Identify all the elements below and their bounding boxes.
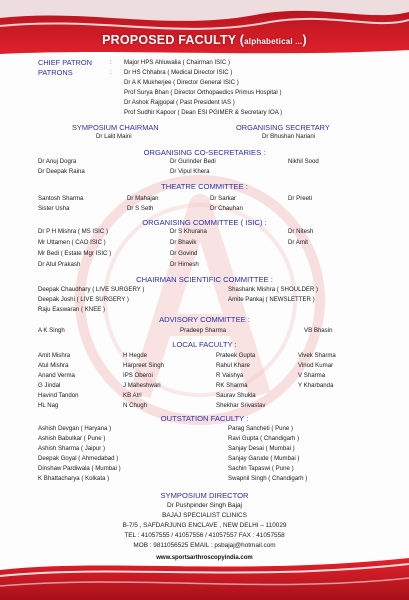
outstation-faculty-name: Sachin Tapaswi ( Pune )	[228, 465, 294, 472]
outstation-faculty-name: Ravi Gupta ( Chandigarh )	[228, 435, 300, 442]
organising-secretary-name: Dr Bhushan Nariani	[262, 133, 316, 140]
co-secretary-name: Dr Vipul Khera	[170, 168, 210, 175]
scientific-member-name: Amite Pankaj ( NEWSLETTER )	[228, 296, 315, 303]
local-faculty-name: Prateek Gupta	[216, 352, 256, 359]
theatre-member-name: Dr Chauhan	[210, 205, 243, 212]
co-secretary-name: Dr Gurinder Bedi	[170, 158, 216, 165]
co-secretary-name: Dr Anuj Dogra	[38, 158, 77, 165]
chief-patron-colon: :	[110, 59, 112, 66]
advisory-member-name: A K Singh	[38, 327, 65, 334]
page-title: PROPOSED FACULTY (alphabetical ...)	[102, 33, 307, 47]
local-faculty-name: V Sharma	[298, 372, 326, 379]
theatre-member-name: Dr S Seth	[127, 205, 154, 212]
local-faculty-name: IPS Oberoi	[123, 372, 153, 379]
co-secretary-name: Nikhil Sood	[288, 158, 319, 165]
local-faculty-name: RK Sharma	[216, 382, 248, 389]
outstation-faculty-name: Sanjay Desai ( Mumbai )	[228, 445, 295, 452]
theatre-member-name: Dr Preeti	[288, 195, 313, 202]
advisory-member-name: VB Bhasin	[304, 327, 333, 334]
scientific-member-name: Raju Easwaran ( KNEE )	[38, 306, 106, 313]
organising-committee-heading: ORGANISING COMMITTEE ( ISIC) :	[142, 218, 267, 227]
local-faculty-name: G Jindal	[38, 382, 61, 389]
organising-member-name: Dr P H Mishra ( MS ISIC )	[38, 228, 108, 235]
scientific-member-name: Deepak Joshi ( LIVE SURGERY )	[38, 296, 129, 303]
organising-member-name: Mr Bedi ( Estate Mgr ISIC )	[38, 250, 112, 257]
local-faculty-name: Shekhar Srivastav	[216, 402, 266, 409]
footer-band	[0, 550, 409, 600]
clinic-mobile-email: MOB : 9811056525 EMAIL : psbajaj@hotmail.com	[133, 542, 276, 549]
header-band	[0, 0, 409, 58]
scientific-committee-heading: CHAIRMAN SCIENTIFIC COMMITTEE :	[136, 275, 273, 284]
co-secretary-name: Dr Deepak Raina	[38, 168, 85, 175]
outstation-faculty-name: Parag Sancheti ( Pune )	[228, 425, 294, 432]
clinic-address: B-7/5 , SAFDARJUNG ENCLAVE , NEW DELHI – 110029	[122, 522, 287, 529]
outstation-faculty-name: Ashish Babulkar ( Pune )	[38, 435, 106, 442]
theatre-member-name: Dr Mahajan	[127, 195, 159, 202]
organising-member-name: Dr Himesh	[170, 261, 199, 268]
theatre-committee-heading: THEATRE COMMITTEE :	[161, 182, 248, 191]
patron-name: Dr Ashok Rajgopal ( Past President IAS )	[124, 99, 235, 106]
organising-member-name: Dr Amit	[288, 239, 308, 246]
outstation-faculty-name: Ashish Devgan ( Haryana )	[38, 425, 112, 432]
symposium-chairman-heading: SYMPOSIUM CHAIRMAN	[72, 123, 159, 132]
organising-member-name: Dr Atul Prakash	[38, 261, 81, 268]
organising-member-name: Dr Nitesh	[288, 228, 314, 235]
theatre-member-name: Sister Usha	[38, 205, 70, 212]
outstation-faculty-name: Ashish Sharma ( Jaipur )	[38, 445, 106, 452]
local-faculty-name: Y Kharbanda	[298, 382, 334, 389]
local-faculty-name: KB Atri	[123, 392, 142, 399]
symposium-chairman-name: Dr Lalit Maini	[96, 133, 132, 140]
local-faculty-name: R Vaishya	[216, 372, 244, 379]
patrons-label: PATRONS	[38, 68, 73, 77]
patron-name: Dr A K Mukherjee ( Director General ISIC )	[124, 79, 239, 86]
local-faculty-name: Havind Tandon	[38, 392, 79, 399]
local-faculty-name: Saurav Shukla	[216, 392, 256, 399]
outstation-faculty-name: Deepak Goyal ( Ahmedabad )	[38, 455, 119, 462]
patron-name: Prof Sudhir Kapoor ( Dean ESI PGIMER & Secretary IOA )	[124, 109, 283, 116]
patrons-colon: :	[110, 69, 112, 76]
scientific-member-name: Deepak Chaudhary ( LIVE SURGERY )	[38, 286, 145, 293]
local-faculty-name: Vivek Sharma	[298, 352, 336, 359]
local-faculty-name: Harpreet Singh	[123, 362, 164, 369]
local-faculty-name: Anand Verma	[38, 372, 75, 379]
co-secretaries-heading: ORGANISING CO-SECRETARIES :	[143, 148, 266, 157]
organising-member-name: Dr Bhavik	[170, 239, 197, 246]
local-faculty-name: Rahul Khare	[216, 362, 250, 369]
organising-member-name: Dr Govind	[170, 250, 198, 257]
clinic-phone: TEL : 41057555 / 41057556 / 41057557 FAX : 41057558	[124, 532, 285, 539]
local-faculty-name: Atul Mishra	[38, 362, 69, 369]
outstation-faculty-heading: OUTSTATION FACULTY :	[160, 414, 249, 423]
local-faculty-name: HL Nag	[38, 402, 59, 409]
outstation-faculty-name: Dinshaw Pardiwala ( Mumbai )	[38, 465, 121, 472]
local-faculty-name: Amit Mishra	[38, 352, 71, 359]
organising-member-name: Dr S Khurana	[170, 228, 207, 235]
chief-patron-label: CHIEF PATRON	[38, 58, 92, 67]
chief-patron-name: Major HPS Ahluwalia ( Chairman ISIC )	[124, 59, 230, 66]
theatre-member-name: Santosh Sharma	[38, 195, 84, 202]
outstation-faculty-name: K Bhattacharya ( Kolkata )	[38, 475, 110, 482]
director-name: Dr Pushpinder Singh Bajaj	[167, 502, 242, 509]
outstation-faculty-name: Sanjay Garude ( Mumbai )	[228, 455, 300, 462]
organising-secretary-heading: ORGANISING SECRETARY	[236, 123, 330, 132]
local-faculty-name: N Chugh	[123, 402, 148, 409]
theatre-member-name: Dr Sarkar	[210, 195, 237, 202]
local-faculty-name: H Hegde	[123, 352, 148, 359]
advisory-committee-heading: ADVISORY COMMITTEE :	[159, 315, 250, 324]
outstation-faculty-name: Swapnil Singh ( Chandigarh )	[228, 475, 308, 482]
patron-name: Dr HS Chhabra ( Medical Director ISIC )	[124, 69, 233, 76]
local-faculty-name: Vinod Kumar	[298, 362, 334, 369]
symposium-director-heading: SYMPOSIUM DIRECTOR	[160, 491, 249, 500]
local-faculty-name: J Maheshwari	[123, 382, 161, 389]
advisory-member-name: Pradeep Sharma	[180, 327, 227, 334]
local-faculty-heading: LOCAL FACULTY :	[172, 340, 237, 349]
scientific-member-name: Shashank Mishra ( SHOULDER )	[228, 286, 319, 293]
clinic-name: BAJAJ SPECIALIST CLINICS	[162, 512, 247, 519]
website-link[interactable]: www.sportsarthroscopyindia.com	[156, 555, 253, 561]
patron-name: Prof Surya Bhan ( Director Orthopaedics Primus Hospital )	[124, 89, 282, 96]
organising-member-name: Mr Uttamen ( CAO ISIC )	[38, 239, 106, 246]
